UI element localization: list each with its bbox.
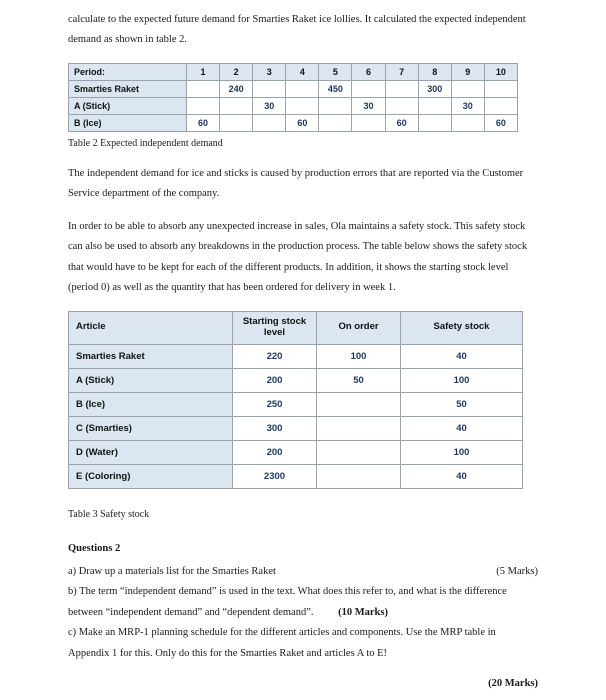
table3-article: B (Ice) bbox=[69, 392, 233, 416]
table2-caption: Table 2 Expected independent demand bbox=[68, 137, 223, 149]
table2-cell: 60 bbox=[286, 114, 319, 131]
table3-article: E (Coloring) bbox=[69, 464, 233, 488]
table3-article: C (Smarties) bbox=[69, 416, 233, 440]
table2-cell bbox=[352, 80, 385, 97]
table2-cell bbox=[484, 97, 517, 114]
table2-cell bbox=[220, 114, 253, 131]
table3-article: D (Water) bbox=[69, 440, 233, 464]
question-b bbox=[68, 582, 538, 623]
question-a-marks: (5 Marks) bbox=[496, 565, 538, 577]
table-row bbox=[69, 80, 518, 97]
table2-cell bbox=[418, 114, 451, 131]
table2-period-2: 2 bbox=[220, 63, 253, 80]
table2-period-8: 8 bbox=[418, 63, 451, 80]
table2-cell: 60 bbox=[187, 114, 220, 131]
table2-cell bbox=[484, 80, 517, 97]
table3-safety: 50 bbox=[401, 392, 523, 416]
table2-period-10: 10 bbox=[484, 63, 517, 80]
table3-header-article: Article bbox=[69, 311, 233, 344]
table2-cell: 300 bbox=[418, 80, 451, 97]
table2-cell: 60 bbox=[484, 114, 517, 131]
table2-period-3: 3 bbox=[253, 63, 286, 80]
table-row bbox=[69, 63, 518, 80]
questions-heading: Questions 2 bbox=[68, 542, 121, 554]
table2-cell bbox=[253, 80, 286, 97]
table2-cell bbox=[451, 114, 484, 131]
table2-period-9: 9 bbox=[451, 63, 484, 80]
table2-cell bbox=[286, 80, 319, 97]
table2-period-5: 5 bbox=[319, 63, 352, 80]
table-row bbox=[69, 114, 518, 131]
table3-starting: 300 bbox=[233, 416, 317, 440]
table-row bbox=[69, 440, 523, 464]
question-b-marks: (10 Marks) bbox=[338, 606, 388, 618]
table2-row-label: A (Stick) bbox=[69, 97, 187, 114]
table-row bbox=[69, 392, 523, 416]
table3-starting: 200 bbox=[233, 368, 317, 392]
table2-cell bbox=[418, 97, 451, 114]
table3-on-order: 100 bbox=[317, 344, 401, 368]
table2-cell bbox=[187, 97, 220, 114]
table3-on-order bbox=[317, 416, 401, 440]
table2-cell: 60 bbox=[385, 114, 418, 131]
table3-safety: 100 bbox=[401, 368, 523, 392]
table2-row-label: Smarties Raket bbox=[69, 80, 187, 97]
table3-starting: 2300 bbox=[233, 464, 317, 488]
table3-starting: 200 bbox=[233, 440, 317, 464]
table2-cell bbox=[385, 97, 418, 114]
table3-caption: Table 3 Safety stock bbox=[68, 508, 150, 520]
table3-on-order bbox=[317, 464, 401, 488]
intro-paragraph: calculate to the expected future demand for Smarties Raket ice lollies. It calculated the expected independent demand as shown in table 2. bbox=[68, 14, 526, 46]
table-row bbox=[69, 344, 523, 368]
table-row bbox=[69, 368, 523, 392]
table2-cell: 30 bbox=[253, 97, 286, 114]
table3-on-order bbox=[317, 440, 401, 464]
question-b-text: b) The term “independent demand” is used in the text. What does this refer to, and what is the difference between “independent demand” and “dependent demand”. bbox=[68, 586, 507, 618]
expected-independent-demand-table bbox=[68, 63, 518, 132]
table3-starting: 220 bbox=[233, 344, 317, 368]
table3-on-order bbox=[317, 392, 401, 416]
body-paragraph-2: The independent demand for ice and sticks is caused by production errors that are reported via the Customer Service department of the company. bbox=[68, 167, 524, 200]
table2-period-4: 4 bbox=[286, 63, 319, 80]
question-a bbox=[68, 562, 538, 582]
table2-period-1: 1 bbox=[187, 63, 220, 80]
table3-article: A (Stick) bbox=[69, 368, 233, 392]
table2-header-label: Period: bbox=[69, 63, 187, 80]
table2-cell bbox=[220, 97, 253, 114]
table3-safety: 100 bbox=[401, 440, 523, 464]
table2-cell bbox=[451, 80, 484, 97]
table3-safety: 40 bbox=[401, 464, 523, 488]
question-c-text: c) Make an MRP-1 planning schedule for the different articles and components. Use the MRP table in Appendix 1 for this. Only do this for the Smarties Raket and articles A to E! bbox=[68, 627, 496, 659]
table-row bbox=[69, 416, 523, 440]
question-c bbox=[68, 623, 538, 664]
table2-cell: 450 bbox=[319, 80, 352, 97]
table-row bbox=[69, 311, 523, 344]
table3-on-order: 50 bbox=[317, 368, 401, 392]
table3-safety: 40 bbox=[401, 416, 523, 440]
table2-period-6: 6 bbox=[352, 63, 385, 80]
table3-safety: 40 bbox=[401, 344, 523, 368]
total-marks: (20 Marks) bbox=[488, 678, 538, 690]
table2-cell bbox=[286, 97, 319, 114]
table3-header-safety-stock: Safety stock bbox=[401, 311, 523, 344]
table-row bbox=[69, 464, 523, 488]
table2-cell: 240 bbox=[220, 80, 253, 97]
table2-cell bbox=[319, 114, 352, 131]
table3-header-on-order: On order bbox=[317, 311, 401, 344]
table2-cell bbox=[253, 114, 286, 131]
table3-starting: 250 bbox=[233, 392, 317, 416]
table2-cell bbox=[187, 80, 220, 97]
table-row bbox=[69, 97, 518, 114]
table2-cell: 30 bbox=[451, 97, 484, 114]
table2-cell bbox=[352, 114, 385, 131]
table2-row-label: B (Ice) bbox=[69, 114, 187, 131]
table2-cell bbox=[385, 80, 418, 97]
question-a-text: a) Draw up a materials list for the Smarties Raket bbox=[68, 565, 276, 577]
safety-stock-table bbox=[68, 311, 523, 489]
body-paragraph-3: In order to be able to absorb any unexpected increase in sales, Ola maintains a safety stock. This safety stock can also be used to absorb any breakdowns in the production process. The table below shows the safety stock that would have to be kept for each of the different products. In addition, it shows the starting stock level (period 0) as well as the quantity that has been ordered for delivery in week 1. bbox=[68, 220, 528, 294]
table2-cell: 30 bbox=[352, 97, 385, 114]
table3-article: Smarties Raket bbox=[69, 344, 233, 368]
table3-header-starting-stock: Starting stock level bbox=[233, 311, 317, 344]
table2-period-7: 7 bbox=[385, 63, 418, 80]
table2-cell bbox=[319, 97, 352, 114]
